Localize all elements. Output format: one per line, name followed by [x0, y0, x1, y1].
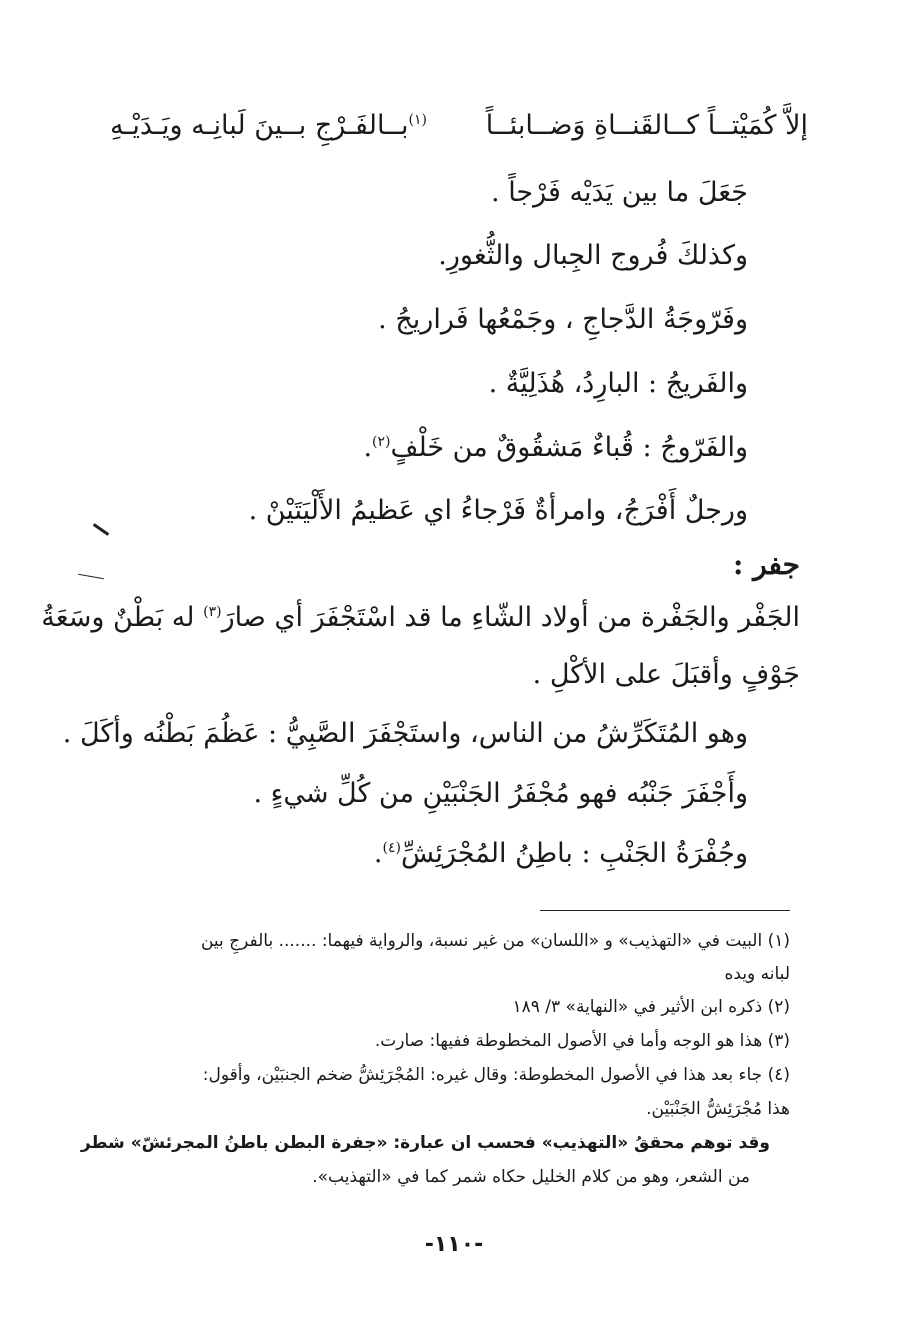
section-line-2: جَوْفٍ وأقبَلَ على الأكْلِ .	[532, 659, 800, 690]
verse-hemistich-second	[110, 110, 427, 141]
verse-hemistich-second-text: بــالفَـرْجِ بــينَ لَبانِـه ويَـدَيْـهِ	[110, 110, 409, 141]
footnote-3: (٣) هذا هو الوجه وأما في الأصول المخطوطة ففيها: صارت.	[374, 1031, 790, 1051]
footnote-4-line-3: وقد توهم محققُ «التهذيب» فحسب ان عبارة: «جفرة البطن باطنُ المجرئشّ» شطر	[80, 1133, 770, 1153]
text-line-1: جَعَلَ ما بين يَدَيْه فَرْجاً .	[491, 177, 748, 208]
text-line-5	[363, 430, 748, 465]
margin-pen-mark-2	[78, 574, 104, 579]
text-line-4: والفَريجُ : البارِدُ، هُذَلِيَّةٌ .	[488, 368, 748, 399]
section-line-4: وأَجْفَرَ جَنْبُه فهو مُجْفَرُ الجَنْبَيْنِ من كُلِّ شيءٍ .	[253, 778, 748, 809]
footnote-ref-4: (٤)	[382, 840, 401, 856]
poetry-verse	[110, 110, 808, 160]
footnote-ref-2: (٢)	[372, 434, 391, 450]
section-line-1-tail: له بَطْنٌ وسَعَةُ	[41, 602, 195, 633]
footnote-4-line-1: (٤) جاء بعد هذا في الأصول المخطوطة: وقال غيره: المُجْرَئِشُّ ضخم الجنبَيْن، وأقول:	[202, 1065, 790, 1085]
footnote-2: (٢) ذكره ابن الأثير في «النهاية» ٣/ ١٨٩	[512, 997, 790, 1017]
section-heading: جفر :	[732, 548, 800, 581]
footnote-4-line-2: هذا مُجْرَئِشُّ الجَنْبَيْن.	[646, 1099, 790, 1119]
section-line-5-tail: .	[373, 838, 383, 869]
section-line-5-text: وجُفْرَةُ الجَنْبِ : باطِنُ المُجْرَئِشِّ	[400, 838, 748, 869]
text-line-6: ورجلٌ أَفْرَجُ، وامرأةٌ فَرْجاءُ اي عَظيمُ الأَلْيَتَيْنْ .	[248, 495, 748, 526]
text-line-5-text: والفَرّوجُ : قُباءٌ مَشقُوقٌ من خَلْفٍ	[390, 432, 748, 463]
footnote-separator	[540, 910, 790, 911]
section-line-5	[374, 836, 748, 871]
text-line-2: وكذلكَ فُروج الجِبال والثُّغورِ.	[438, 240, 748, 271]
section-line-1	[41, 600, 800, 635]
footnote-ref-1: (١)	[408, 112, 427, 128]
footnote-4-line-4: من الشعر، وهو من كلام الخليل حكاه شمر كما في «التهذيب».	[312, 1167, 750, 1187]
footnote-1-line-1: (١) البيت في «التهذيب» و «اللسان» من غير نسبة، والرواية فيهما: ....... بالفرجِ بين	[200, 931, 790, 951]
page-number: -١١٠-	[424, 1232, 484, 1257]
margin-pen-mark	[93, 523, 109, 536]
text-line-5-tail: .	[363, 432, 373, 463]
section-line-1-text: الجَفْر والجَفْرة من أولاد الشّاءِ ما قد اسْتَجْفَرَ أي صارَ	[221, 602, 800, 633]
footnote-1-line-2: لبانه ويده	[724, 964, 790, 984]
text-line-3: وفَرّوجَةُ الدَّجاجِ ، وجَمْعُها فَراريجُ .	[378, 304, 748, 335]
section-line-3: وهو المُتَكَرِّشُ من الناس، واستَجْفَرَ الصَّبِيُّ : عَظُمَ بَطْنُه وأكَلَ .	[62, 718, 748, 749]
verse-hemistich-first: إلاَّ كُمَيْتــاً كــالقَنــاةِ وَضــابئــاً	[485, 110, 808, 141]
footnote-ref-3: (٣)	[203, 604, 222, 620]
